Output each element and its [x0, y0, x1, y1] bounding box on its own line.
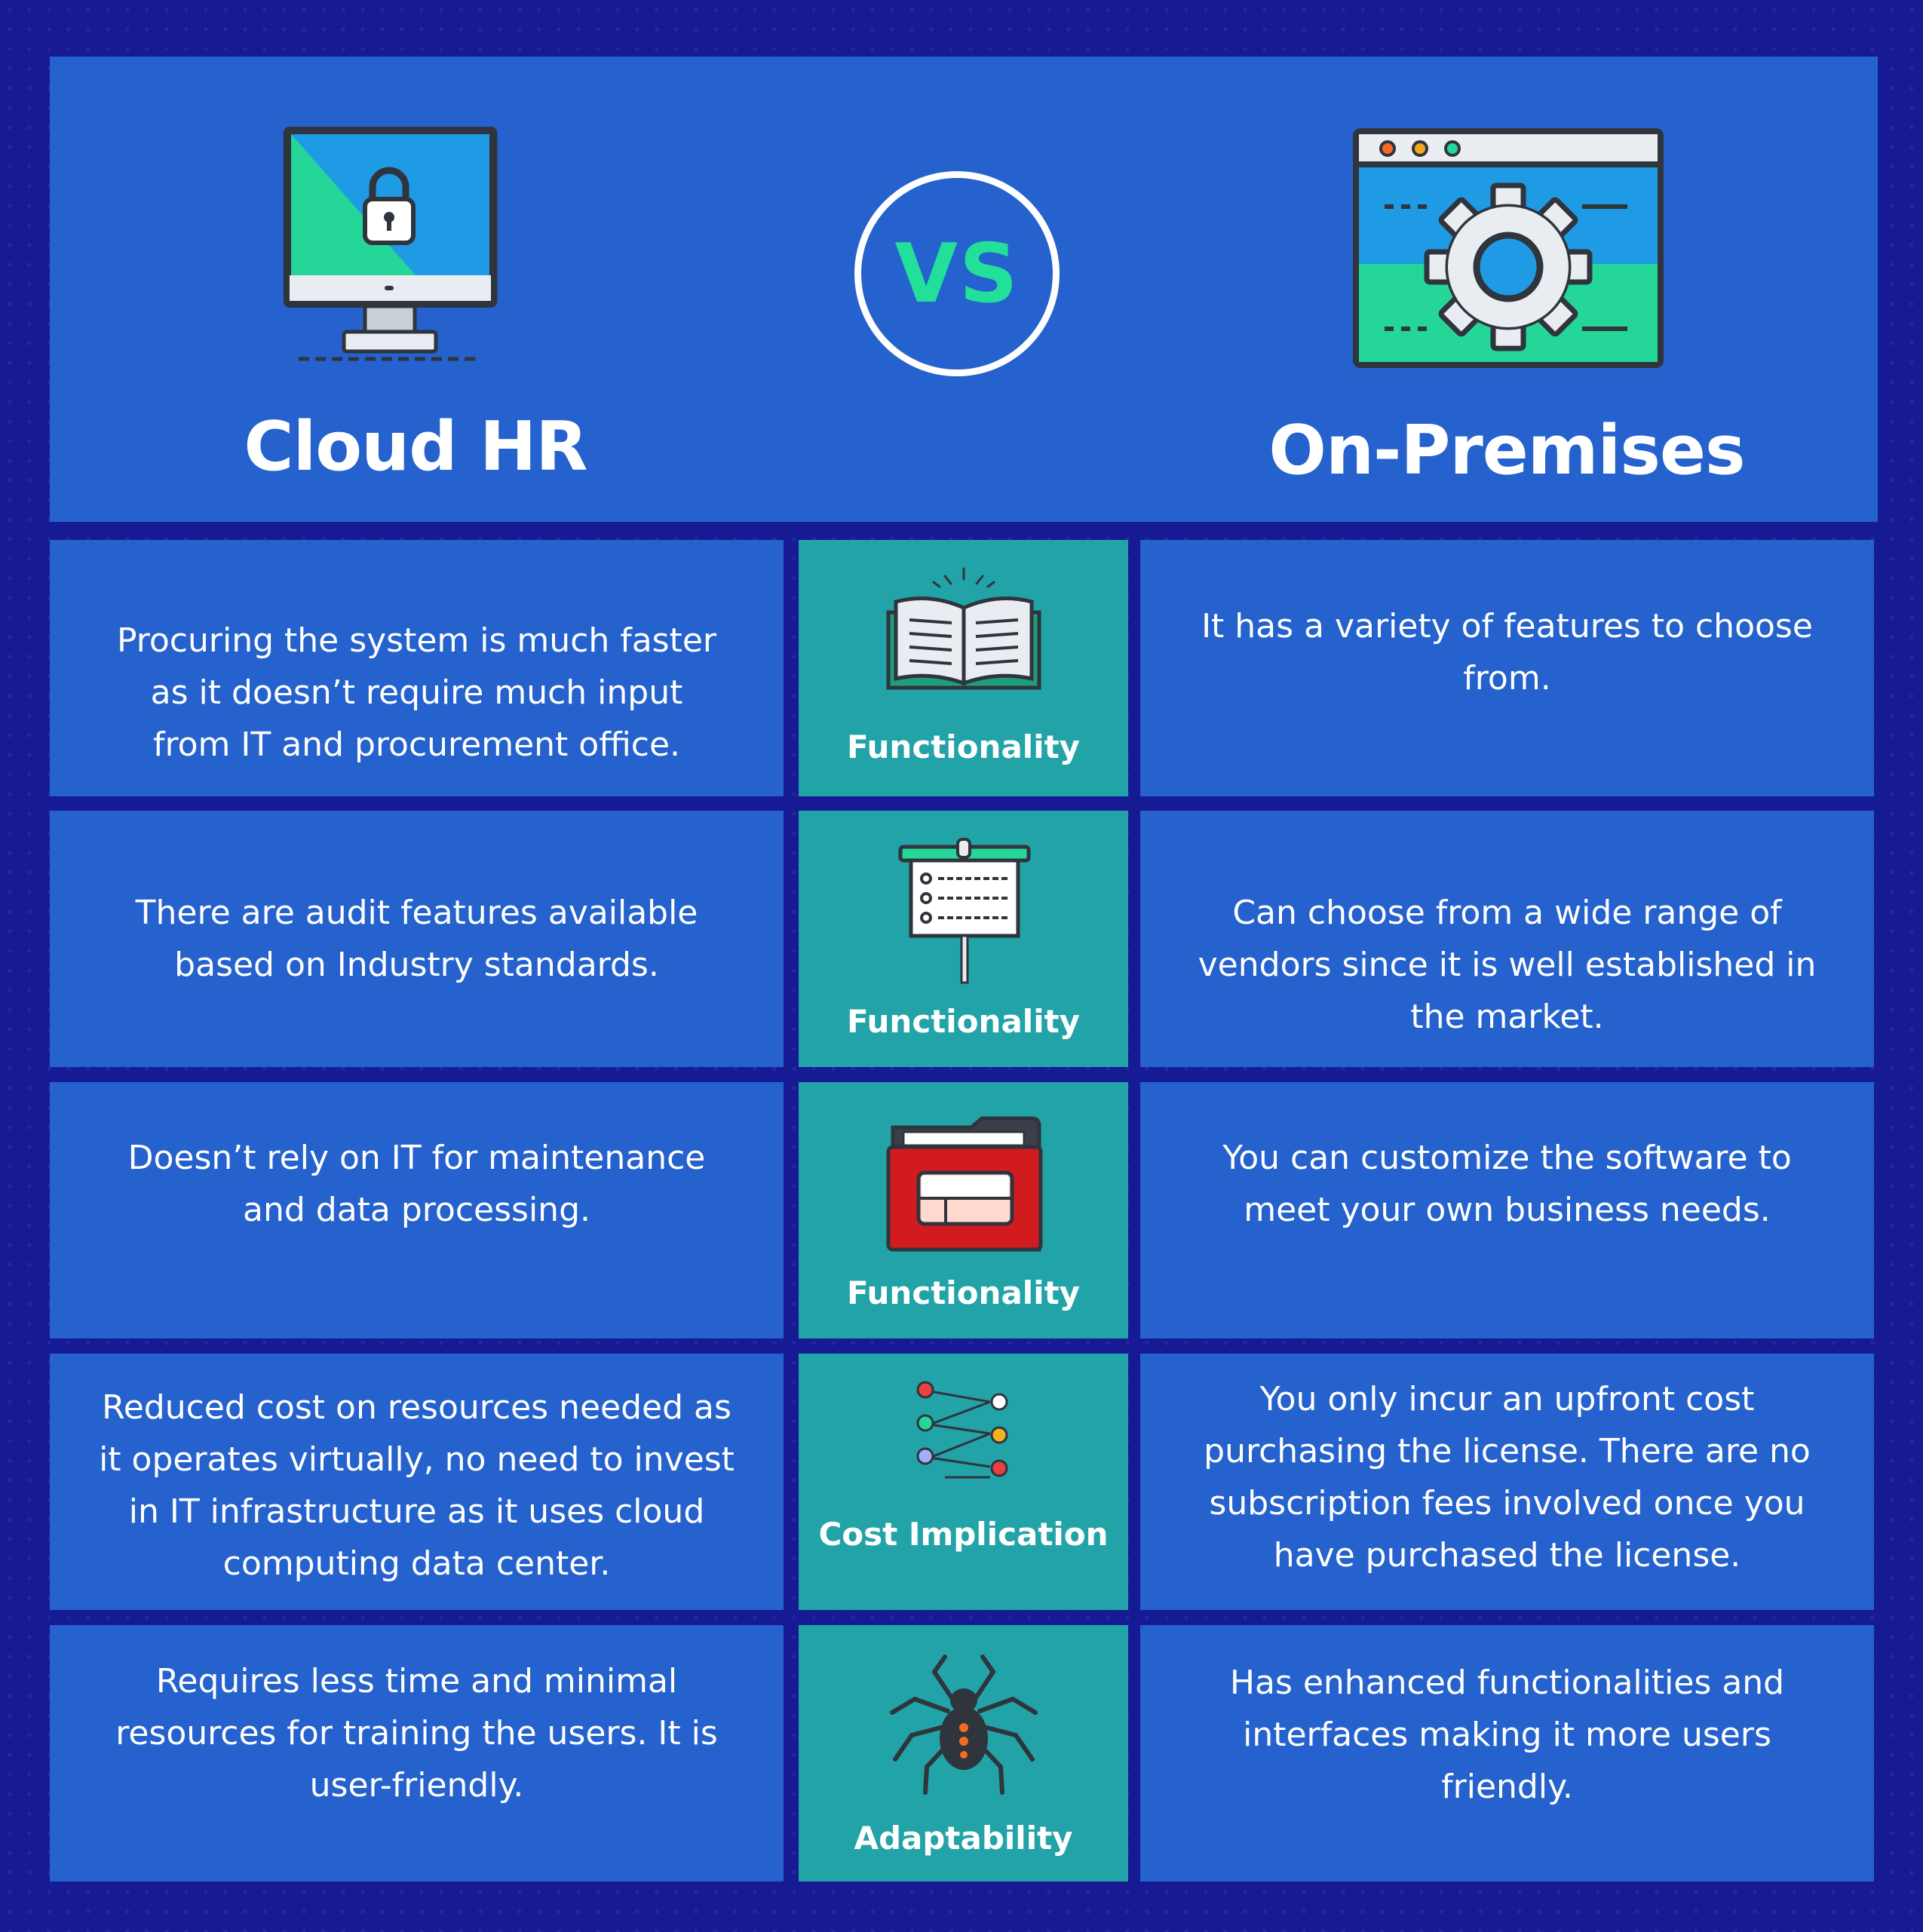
cloud-hr-cell-2 [50, 811, 784, 1067]
cloud-hr-text-4 [50, 1382, 784, 1590]
text-line: and data processing. [243, 1191, 590, 1229]
header-panel [50, 57, 1878, 522]
category-cell-5 [799, 1625, 1128, 1881]
spider-icon [799, 1654, 1128, 1797]
vs-text: VS [894, 226, 1020, 321]
folder-icon [799, 1114, 1128, 1257]
cloud-hr-text-2 [50, 887, 784, 991]
cloud-hr-title: Cloud HR [244, 407, 587, 486]
browser-gear-icon [1348, 124, 1668, 373]
category-label-4: Cost Implication [818, 1516, 1109, 1553]
cloud-hr-text-3 [50, 1132, 784, 1236]
on-premises-cell-5 [1140, 1625, 1874, 1881]
text-line: friendly. [1441, 1768, 1573, 1806]
text-line: from IT and procurement office. [153, 725, 680, 764]
text-line: Requires less time and minimal [155, 1662, 678, 1700]
text-line: You only incur an upfront cost [1259, 1380, 1755, 1418]
on-premises-text-2 [1140, 887, 1874, 1043]
cloud-hr-text-1 [50, 615, 784, 771]
text-line: Has enhanced functionalities and [1229, 1664, 1785, 1702]
text-line: have purchased the license. [1273, 1536, 1741, 1575]
on-premises-text-4 [1140, 1373, 1874, 1581]
text-line: resources for training the users. It is [115, 1714, 718, 1753]
category-cell-2 [799, 811, 1128, 1067]
on-premises-text-5 [1140, 1657, 1874, 1813]
text-line: Reduced cost on resources needed as [102, 1388, 731, 1427]
text-line: as it doesn’t require much input [150, 673, 683, 712]
text-line: in IT infrastructure as it uses cloud [128, 1492, 705, 1531]
text-line: vendors since it is well established in [1198, 946, 1817, 984]
on-premises-text-3 [1140, 1132, 1874, 1236]
category-label-5: Adaptability [854, 1820, 1073, 1857]
category-cell-1 [799, 540, 1128, 796]
on-premises-cell-2 [1140, 811, 1874, 1067]
on-premises-title: On-Premises [1268, 411, 1745, 490]
text-line: from. [1463, 659, 1551, 698]
category-label-2: Functionality [846, 1003, 1081, 1040]
category-label-3: Functionality [846, 1274, 1081, 1311]
text-line: the market. [1410, 998, 1604, 1036]
on-premises-cell-3 [1140, 1082, 1874, 1339]
text-line: user-friendly. [309, 1766, 524, 1805]
checklist-board-icon [799, 836, 1128, 987]
category-cell-4 [799, 1354, 1128, 1610]
cloud-hr-cell-4 [50, 1354, 784, 1610]
cloud-hr-text-5 [50, 1655, 784, 1811]
text-line: subscription fees involved once you [1209, 1484, 1805, 1523]
monitor-lock-icon [276, 121, 502, 370]
text-line: Doesn’t rely on IT for maintenance [127, 1139, 706, 1177]
text-line: based on Industry standards. [174, 946, 659, 984]
text-line: meet your own business needs. [1244, 1191, 1771, 1229]
on-premises-cell-1 [1140, 540, 1874, 796]
connections-icon [799, 1379, 1128, 1485]
on-premises-text-1 [1140, 600, 1874, 704]
text-line: purchasing the license. There are no [1204, 1432, 1811, 1470]
category-label-1: Functionality [846, 728, 1081, 765]
text-line: Can choose from a wide range of [1232, 894, 1782, 932]
open-book-icon [799, 560, 1128, 695]
cloud-hr-cell-5 [50, 1625, 784, 1881]
category-cell-3 [799, 1082, 1128, 1339]
text-line: There are audit features available [135, 894, 698, 932]
text-line: interfaces making it more users [1243, 1716, 1771, 1754]
text-line: You can customize the software to [1222, 1139, 1792, 1177]
text-line: it operates virtually, no need to invest [99, 1440, 735, 1479]
text-line: Procuring the system is much faster [117, 621, 716, 660]
cloud-hr-cell-1 [50, 540, 784, 796]
text-line: It has a variety of features to choose [1201, 607, 1813, 646]
vs-badge [854, 171, 1060, 376]
cloud-hr-cell-3 [50, 1082, 784, 1339]
on-premises-cell-4 [1140, 1354, 1874, 1610]
text-line: computing data center. [222, 1544, 611, 1583]
